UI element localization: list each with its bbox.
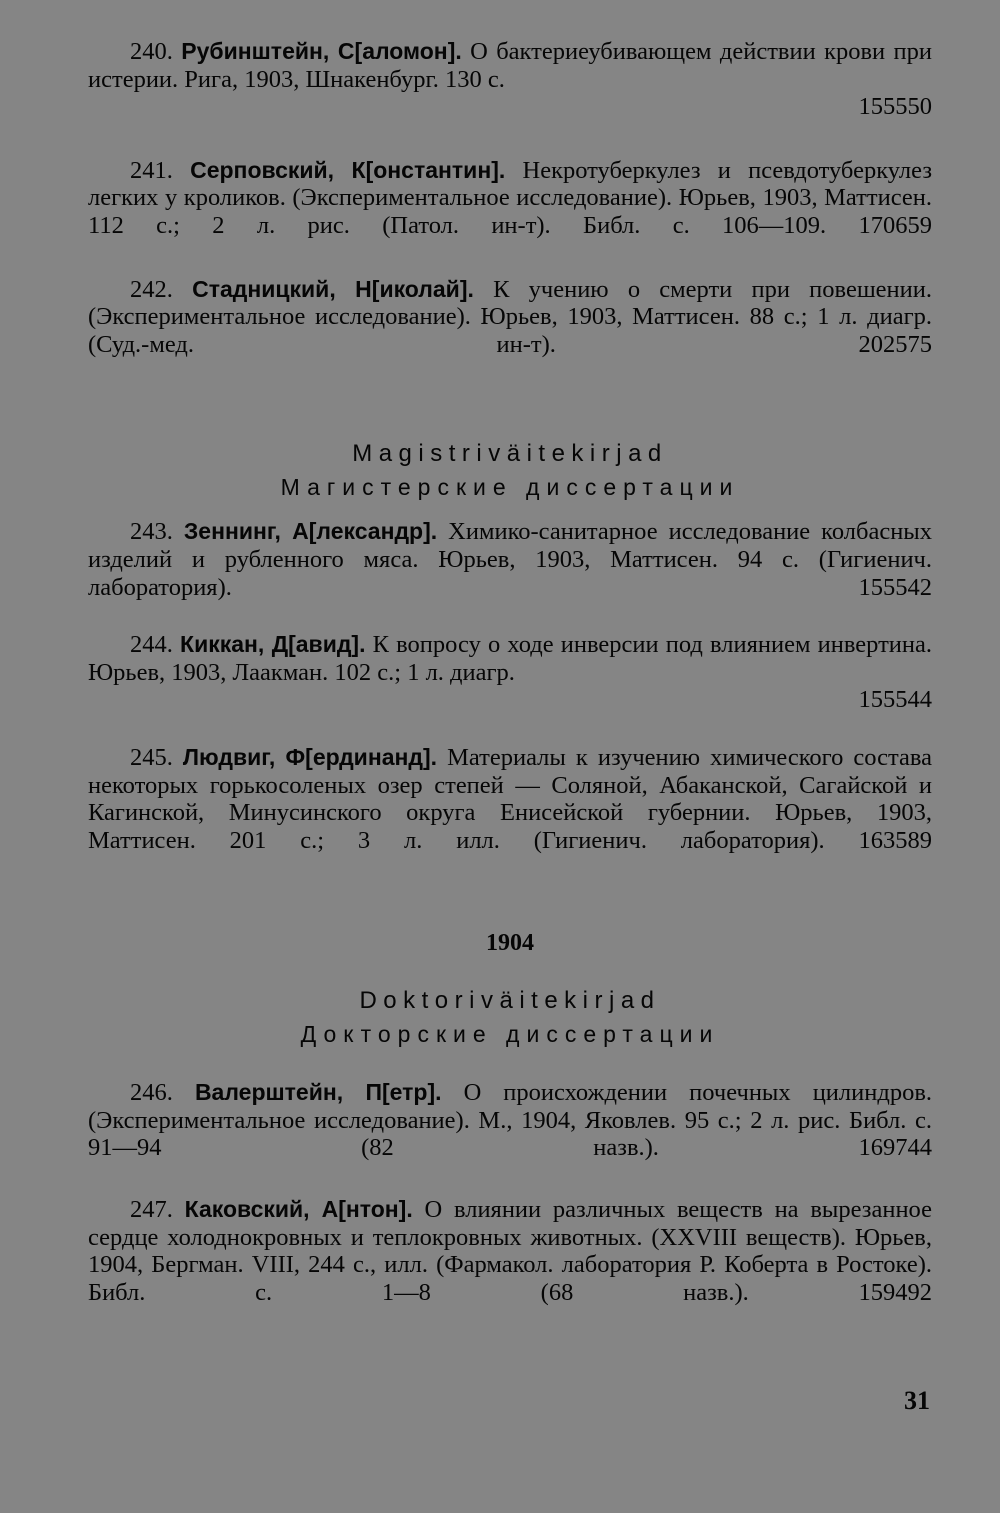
section-title-estonian: Magistriväitekirjad: [352, 440, 668, 468]
entry-number: 241.: [130, 156, 173, 184]
entry-number: 242.: [130, 275, 173, 303]
entry-number: 243.: [130, 518, 173, 546]
entry-number: 247.: [130, 1196, 173, 1224]
entry-text: Материалы к изучению химического состава некоторых горькосоленых озер степей — Соляной, Абаканской, Сагайской и Кагинской, Минусинского округа Енисейской губернии. Юрьев, 1903, Маттисен. 201 с.; 3 л. илл. (Гигиенич. лаборатория).: [88, 743, 933, 854]
bibliography-entry-247: [88, 1196, 932, 1306]
bibliography-entry-243: [88, 518, 932, 601]
shelf-number: 159492: [858, 1278, 932, 1306]
entry-text: О бактериеубивающем действии крови при истерии. Рига, 1903, Шнакенбург. 130 с.: [88, 38, 933, 93]
shelf-number: 155544: [858, 686, 932, 714]
entry-author: Стадницкий, Н[иколай].: [192, 275, 474, 302]
entry-text: Химико-санитарное исследование колбасных изделий и рубленного мяса. Юрьев, 1903, Маттисен. 94 с. (Гигиенич. лаборатория).: [88, 518, 933, 601]
section-title-estonian: Doktoriväitekirjad: [359, 987, 661, 1015]
entry-author: Людвиг, Ф[ердинанд].: [182, 743, 438, 770]
entry-number: 245.: [130, 743, 173, 771]
entry-text: О влиянии различных веществ на вырезанное сердце холоднокровных и теплокровных животных. (XXVIII веществ). Юрьев, 1904, Бергман. VIII, 244 с., илл. (Фармакол. лаборатория Р. Коберта в Ростоке). Библ. с. 1—8 (68 назв.).: [88, 1196, 932, 1306]
entry-text: Некротуберкулез и псевдотуберкулез легких у кроликов. (Экспериментальное исследование). Юрьев, 1903, Маттисен. 112 с.; 2 л. рис. (Патол. ин-т). Библ. с. 106—109.: [88, 156, 932, 239]
section-title-russian: Докторские диссертации: [300, 1021, 720, 1048]
entry-author: Зеннинг, А[лександр].: [183, 518, 438, 545]
entry-text: К вопросу о ходе инверсии под влиянием инвертина. Юрьев, 1903, Лаакман. 102 с.; 1 л. диагр.: [88, 631, 933, 686]
entry-author: Серповский, К[онстантин].: [190, 156, 506, 183]
page-content: [88, 38, 932, 1306]
shelf-number: 155542: [858, 573, 932, 601]
shelf-number: 170659: [858, 211, 932, 239]
entry-author: Киккан, Д[авид].: [180, 631, 366, 658]
entry-text: О происхождении почечных цилиндров. (Экспериментальное исследование). М., 1904, Яковлев. 95 с.; 2 л. рис. Библ. с. 91—94 (82 назв.).: [88, 1079, 933, 1162]
section-heading-doktor: [88, 985, 932, 1051]
shelf-number: 163589: [858, 826, 932, 854]
shelf-number: 155550: [858, 93, 932, 121]
page-number: 31: [904, 1386, 930, 1415]
bibliography-entry-241: [88, 157, 932, 240]
bibliography-entry-240: [88, 38, 932, 121]
entry-author: Каковский, А[нтон].: [184, 1196, 413, 1223]
shelf-number: 169744: [858, 1134, 932, 1162]
section-title-russian: Магистерские диссертации: [280, 474, 740, 501]
entry-text: К учению о смерти при повешении. (Экспериментальное исследование). Юрьев, 1903, Маттисен. 88 с.; 1 л. диагр. (Суд.-мед. ин-т).: [88, 275, 933, 358]
entry-number: 240.: [130, 38, 173, 65]
section-heading-magistr: [88, 438, 932, 504]
entry-author: Валерштейн, П[етр].: [194, 1079, 442, 1106]
bibliography-entry-245: [88, 744, 932, 854]
entry-number: 244.: [130, 631, 173, 659]
entry-author: Рубинштейн, С[аломон].: [181, 38, 462, 64]
entry-number: 246.: [130, 1079, 173, 1107]
bibliography-entry-246: [88, 1079, 932, 1162]
bibliography-entry-244: [88, 631, 932, 714]
shelf-number: 202575: [858, 330, 932, 358]
year-heading: 1904: [486, 930, 534, 957]
bibliography-entry-242: [88, 276, 932, 359]
